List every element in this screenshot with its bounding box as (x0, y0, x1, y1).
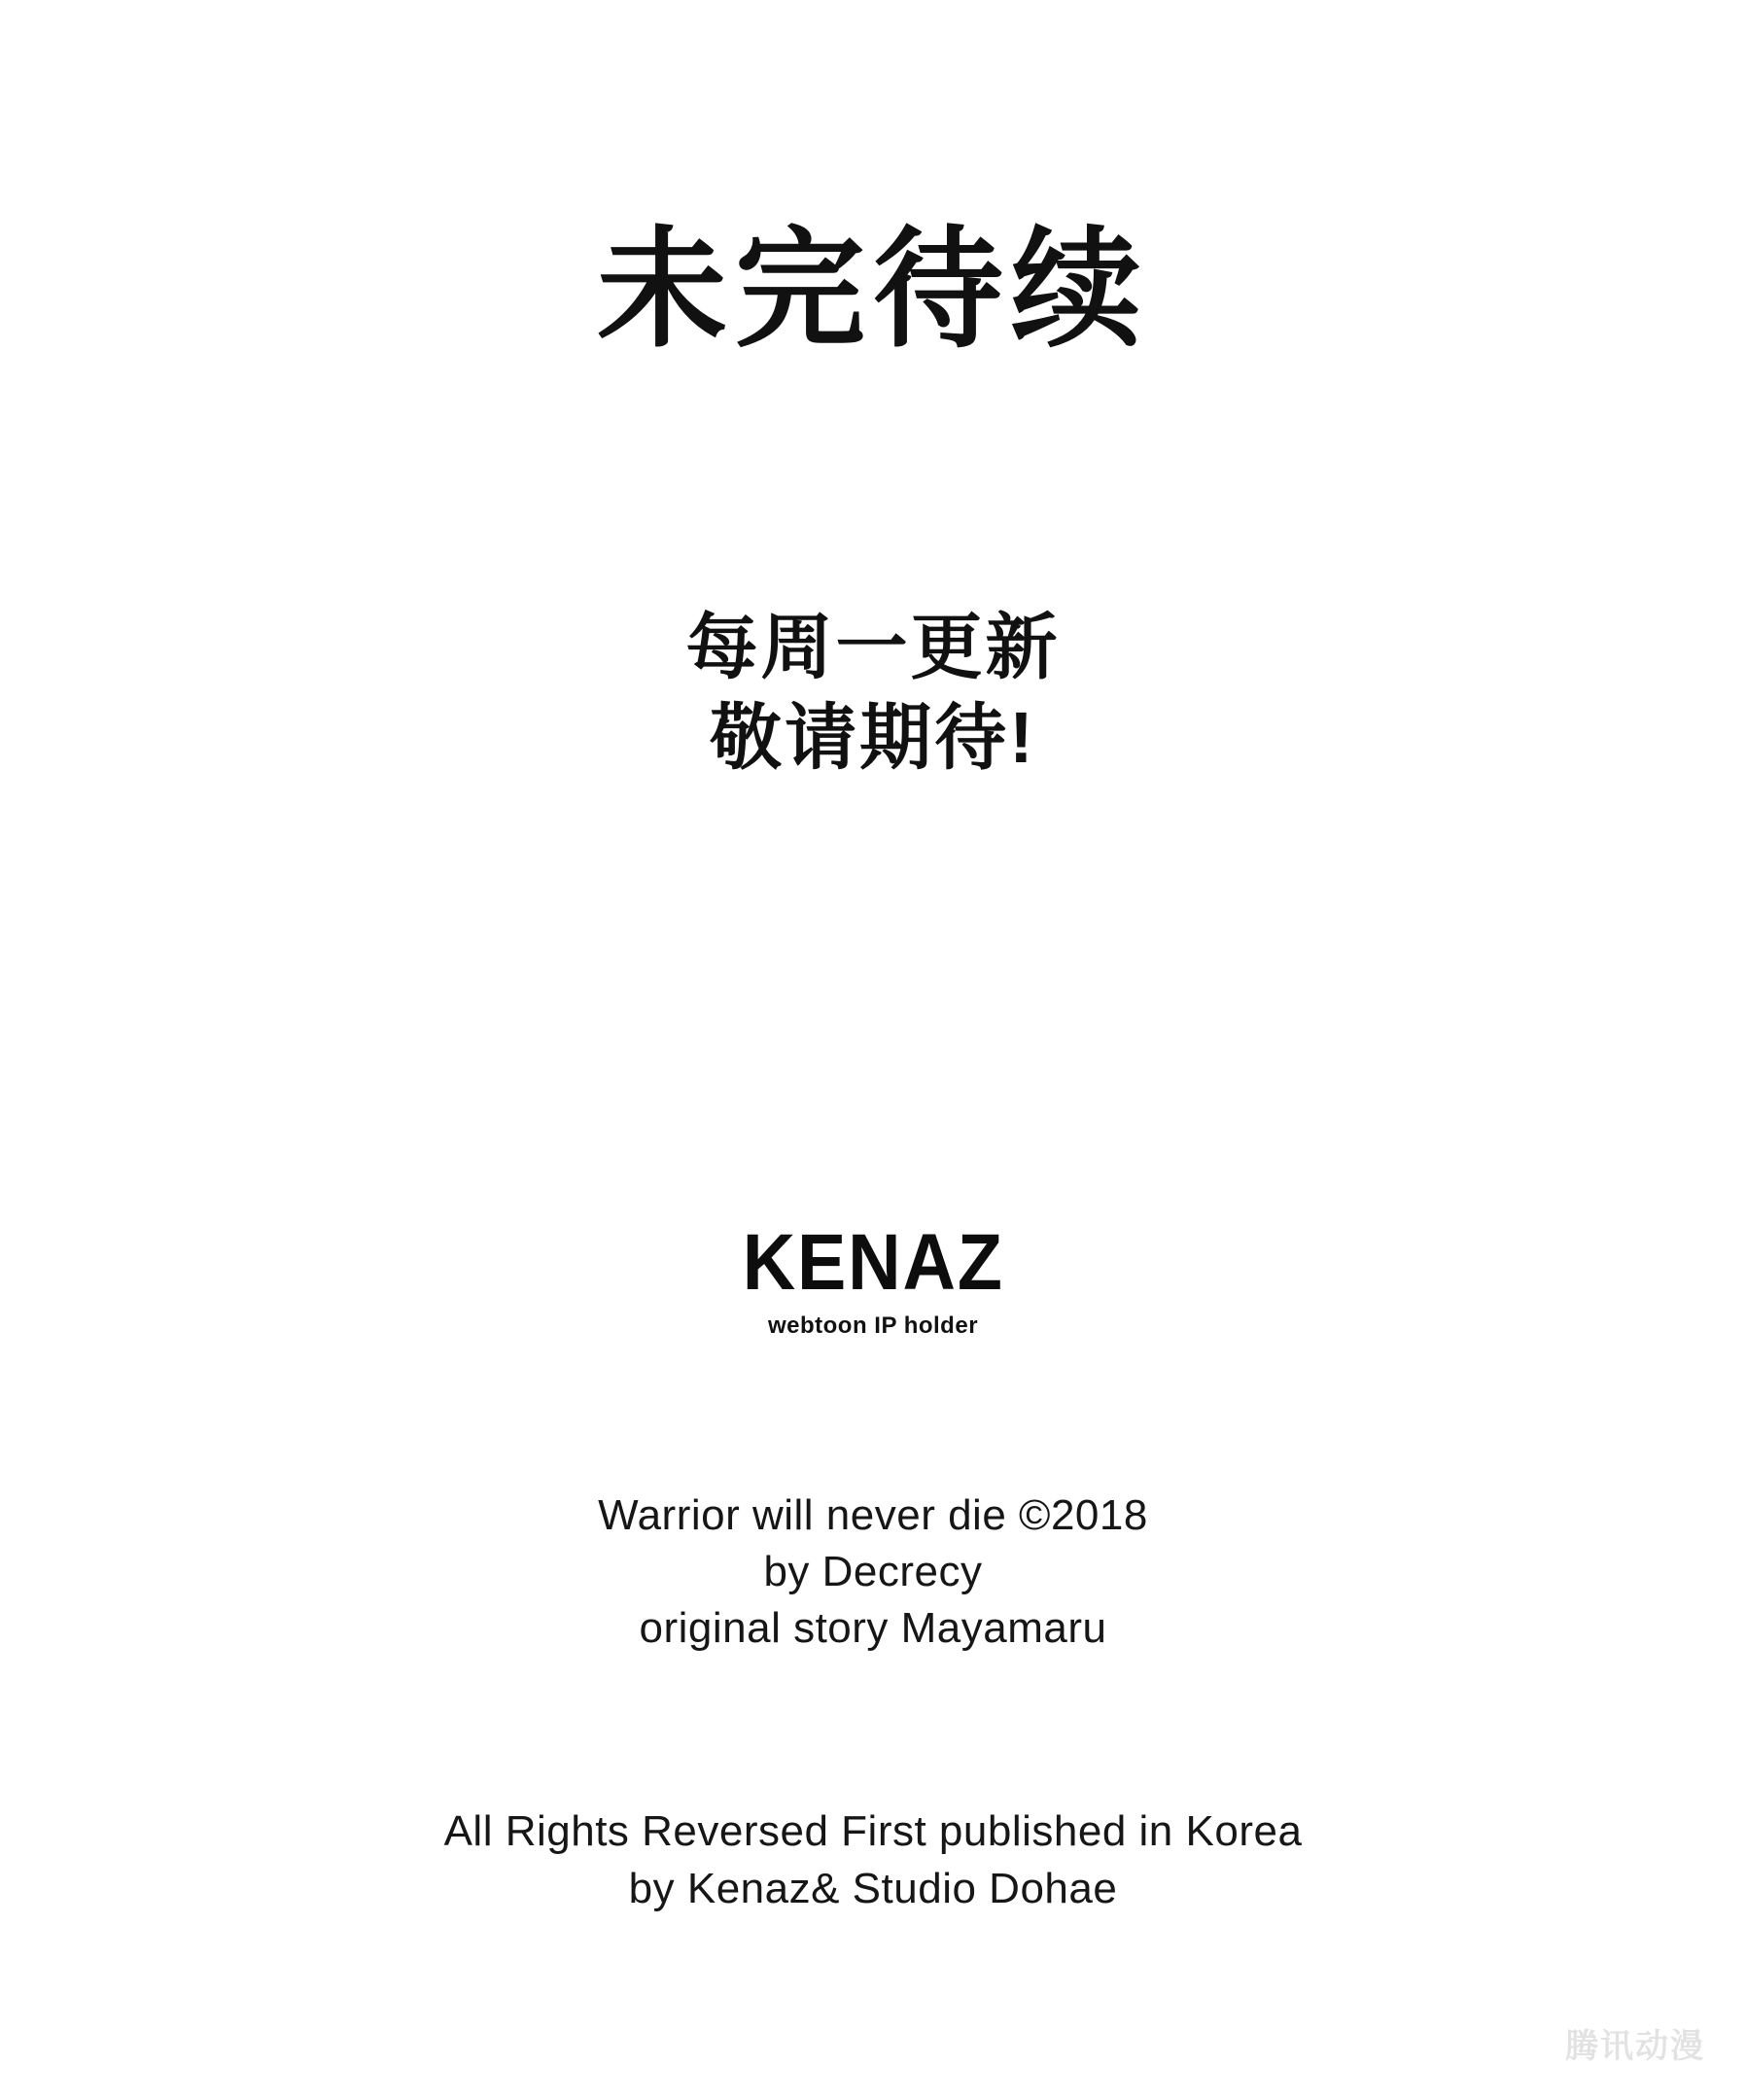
rights-line-2: by Kenaz& Studio Dohae (628, 1864, 1118, 1912)
update-schedule-line: 每周一更新 (685, 607, 1061, 687)
rights-line-1: All Rights Reversed First published in Korea (443, 1807, 1303, 1855)
kenaz-tagline: webtoon IP holder (767, 1312, 979, 1339)
stay-tuned-line: 敬请期待! (710, 696, 1036, 778)
publisher-logo (0, 1218, 1746, 1340)
rights-notice (0, 1803, 1746, 1918)
copyright-credits (0, 1488, 1746, 1657)
credit-author-line: by Decrecy (763, 1548, 983, 1596)
platform-watermark: 腾讯动漫 (1565, 2028, 1705, 2065)
update-notice (0, 603, 1746, 783)
credit-title-line: Warrior will never die ©2018 (598, 1491, 1148, 1539)
kenaz-wordmark: KENAZ (742, 1218, 1004, 1307)
to-be-continued-headline: 未完待续 (596, 218, 1149, 363)
credit-original-story-line: original story Mayamaru (639, 1604, 1107, 1653)
